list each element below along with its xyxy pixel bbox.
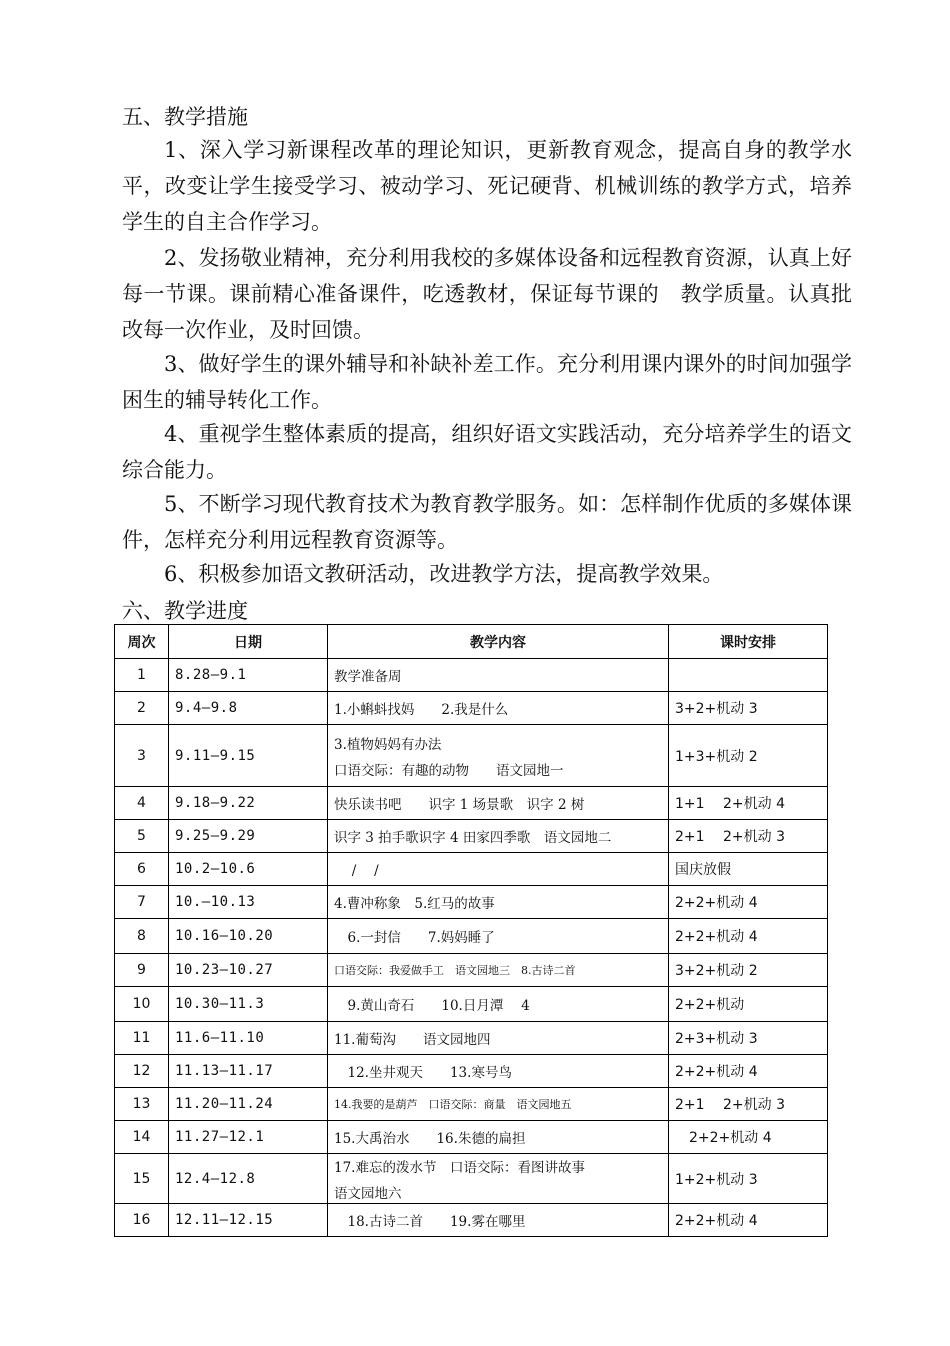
cell-content [328,954,669,987]
cell-week: 10 [115,987,169,1022]
cell-week: 3 [115,725,169,787]
cell-content-line: 语文园地六 [334,1185,402,1202]
cell-week: 14 [115,1121,169,1154]
cell-content [328,787,669,820]
cell-week: 9 [115,954,169,987]
cell-content [328,692,669,725]
measure-5: 5、不断学习现代教育技术为教育教学服务。如：怎样制作优质的多媒体课件，怎样充分利用远程教育资源等。 [122,492,852,552]
table-row [115,692,828,725]
column-header-content: 教学内容 [328,625,669,659]
cell-hours: 1+2+机动 3 [669,1154,828,1204]
cell-date: 11.27—12.1 [169,1121,328,1154]
cell-hours: 2+2+机动 4 [669,1204,828,1237]
cell-date: 9.25—9.29 [169,820,328,853]
cell-content [328,1121,669,1154]
cell-content-line: 4.曹冲称象 5.红马的故事 [334,896,495,912]
cell-week: 13 [115,1088,169,1121]
cell-content-line: 6.一封信 7.妈妈睡了 [334,930,495,946]
cell-content-line: 11.葡萄沟 语文园地四 [334,1032,491,1048]
cell-week: 2 [115,692,169,725]
cell-week: 11 [115,1022,169,1055]
cell-week: 4 [115,787,169,820]
cell-content [328,1022,669,1055]
table-row [115,954,828,987]
table-row [115,659,828,692]
column-header-hours: 课时安排 [669,625,828,659]
cell-content-line: 14.我要的是葫芦 口语交际：商量 语文园地五 [334,1098,572,1111]
table-row [115,987,828,1022]
table-row [115,820,828,853]
cell-hours: 2+1 2+机动 3 [669,1088,828,1121]
column-header-week: 周次 [115,625,169,659]
measure-2: 2、发扬敬业精神，充分利用我校的多媒体设备和远程教育资源，认真上好每一节课。课前精心准备课件，吃透教材，保证每节课的 教学质量。认真批改每一次作业，及时回馈。 [122,246,852,342]
table-row [115,1204,828,1237]
cell-hours: 国庆放假 [669,853,828,886]
table-row [115,1022,828,1055]
cell-content [328,1088,669,1121]
table-header-row [115,625,828,659]
cell-content [328,886,669,919]
cell-week: 7 [115,886,169,919]
cell-content [328,853,669,886]
cell-content [328,987,669,1022]
section-6-heading: 六、教学进度 [122,599,248,623]
cell-date: 10.16—10.20 [169,919,328,954]
table-row [115,1088,828,1121]
cell-content-line: 口语交际：有趣的动物 语文园地一 [334,762,564,779]
cell-week: 12 [115,1055,169,1088]
cell-date: 10.—10.13 [169,886,328,919]
cell-date: 9.11—9.15 [169,725,328,787]
cell-date: 10.23—10.27 [169,954,328,987]
section-5-heading: 五、教学措施 [122,105,248,129]
cell-content-line: 17.难忘的泼水节 口语交际：看图讲故事 [334,1159,585,1176]
cell-date: 10.2—10.6 [169,853,328,886]
table-row [115,1055,828,1088]
cell-week: 6 [115,853,169,886]
measure-6: 6、积极参加语文教研活动，改进教学方法，提高教学效果。 [164,562,724,586]
cell-hours: 3+2+机动 2 [669,954,828,987]
measure-1: 1、深入学习新课程改革的理论知识，更新教育观念，提高自身的教学水平，改变让学生接受学习、被动学习、死记硬背、机械训练的教学方式，培养学生的自主合作学习。 [122,138,852,234]
cell-content-line: 18.古诗二首 19.雾在哪里 [334,1214,526,1230]
cell-hours: 1+1 2+机动 4 [669,787,828,820]
schedule-body [115,659,828,1237]
cell-content [328,919,669,954]
table-row [115,853,828,886]
cell-date: 11.13—11.17 [169,1055,328,1088]
measure-3: 3、做好学生的课外辅导和补缺补差工作。充分利用课内课外的时间加强学困生的辅导转化工作。 [122,352,852,412]
cell-week: 15 [115,1154,169,1204]
cell-content-line: / / [334,863,379,879]
cell-date: 12.11—12.15 [169,1204,328,1237]
cell-hours: 2+2+机动 [669,987,828,1022]
cell-week: 8 [115,919,169,954]
cell-date: 11.6—11.10 [169,1022,328,1055]
cell-content [328,820,669,853]
cell-hours: 3+2+机动 3 [669,692,828,725]
column-header-date: 日期 [169,625,328,659]
cell-hours: 2+1 2+机动 3 [669,820,828,853]
cell-content-line: 口语交际：我爱做手工 语文园地三 8.古诗二首 [334,964,576,977]
cell-week: 5 [115,820,169,853]
cell-date: 8.28—9.1 [169,659,328,692]
cell-content-line: 1.小蝌蚪找妈 2.我是什么 [334,702,509,718]
cell-hours: 2+2+机动 4 [669,1121,828,1154]
cell-content-line: 3.植物妈妈有办法 [334,736,442,753]
cell-content [328,659,669,692]
cell-hours: 2+3+机动 3 [669,1022,828,1055]
cell-date: 9.4—9.8 [169,692,328,725]
schedule-table [114,624,828,1237]
table-row [115,787,828,820]
table-row [115,1154,828,1204]
table-row [115,919,828,954]
cell-week: 16 [115,1204,169,1237]
cell-hours: 2+2+机动 4 [669,1055,828,1088]
cell-date: 11.20—11.24 [169,1088,328,1121]
cell-content [328,1055,669,1088]
cell-content-line: 15.大禹治水 16.朱德的扁担 [334,1131,526,1147]
cell-hours [669,659,828,692]
cell-content [328,725,669,787]
cell-content-line: 12.坐井观天 13.寒号鸟 [334,1065,512,1081]
table-row [115,1121,828,1154]
cell-content [328,1154,669,1204]
cell-date: 10.30—11.3 [169,987,328,1022]
cell-date: 12.4—12.8 [169,1154,328,1204]
cell-content-line: 快乐读书吧 识字 1 场景歌 识字 2 树 [334,797,585,813]
cell-week: 1 [115,659,169,692]
table-row [115,886,828,919]
cell-hours: 2+2+机动 4 [669,886,828,919]
cell-content-line: 教学准备周 [334,669,402,685]
cell-content [328,1204,669,1237]
cell-hours: 1+3+机动 2 [669,725,828,787]
cell-hours: 2+2+机动 4 [669,919,828,954]
measure-4: 4、重视学生整体素质的提高，组织好语文实践活动，充分培养学生的语文综合能力。 [122,422,852,482]
cell-content-line: 识字 3 拍手歌识字 4 田家四季歌 语文园地二 [334,830,612,846]
table-row [115,725,828,787]
cell-content-line: 9.黄山奇石 10.日月潭 4 [334,998,530,1014]
cell-date: 9.18—9.22 [169,787,328,820]
